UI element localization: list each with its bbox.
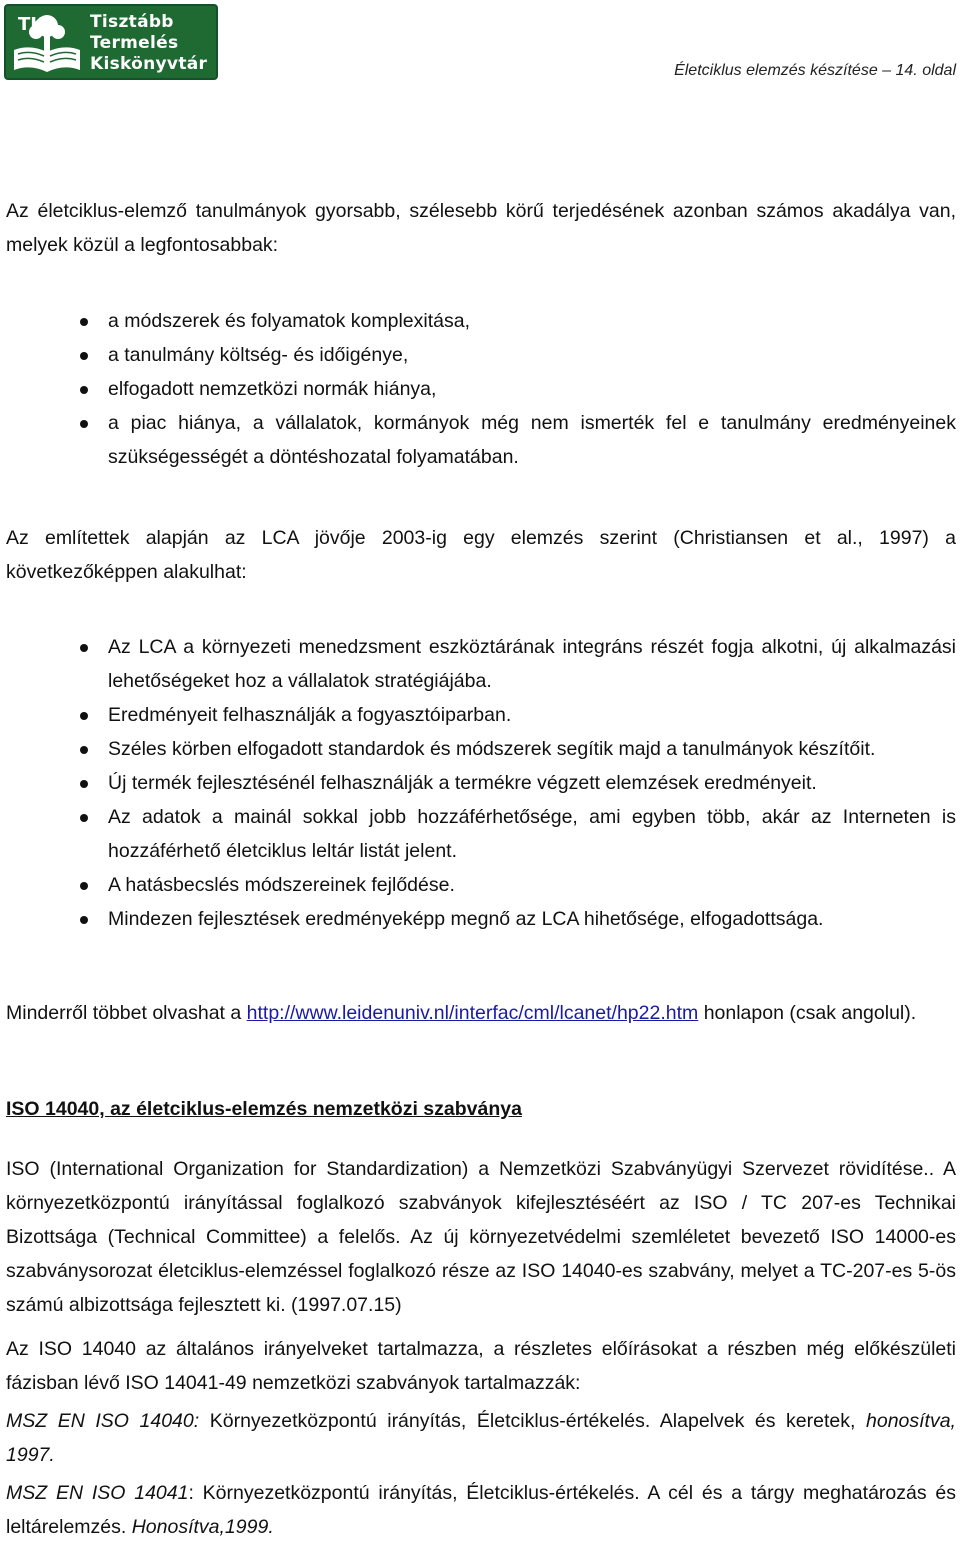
- list-item: A hatásbecslés módszereinek fejlődése.: [0, 868, 956, 902]
- obstacles-list: [0, 304, 956, 474]
- list-item: Eredményeit felhasználják a fogyasztóiparban.: [0, 698, 956, 732]
- iso14040-paragraph: Az ISO 14040 az általános irányelveket tartalmazza, a részletes előírásokat a részben még előkészületi fázisban lévő ISO 14041-49 nemzetközi szabványok tartalmazzák:: [6, 1338, 956, 1394]
- page-title: Életciklus elemzés készítése – 14. oldal: [674, 62, 956, 79]
- list-item: Az LCA a környezeti menedzsment eszköztárának integráns részét fogja alkotni, új alkalmazási lehetőségeket hoz a vállalatok stratégiájába.: [0, 630, 956, 698]
- future-list: [0, 630, 956, 936]
- standard-entry: [6, 1404, 956, 1472]
- intro-paragraph: Az életciklus-elemző tanulmányok gyorsabb, szélesebb körű terjedésének azonban számos akadálya van, melyek közül a legfontosabbak:: [6, 200, 956, 256]
- leiden-lcanet-link[interactable]: http://www.leidenuniv.nl/interfac/cml/lcanet/hp22.htm: [246, 1002, 699, 1024]
- list-item: a tanulmány költség- és időigénye,: [0, 338, 956, 372]
- standard-note: Honosítva,1999.: [131, 1516, 274, 1538]
- list-item: Széles körben elfogadott standardok és módszerek segítik majd a tanulmányok készítőit.: [0, 732, 956, 766]
- iso-paragraph: ISO (International Organization for Standardization) a Nemzetközi Szabványügyi Szervezet rövidítése.. A környezetközpontú irányítással foglalkozó szabványok kifejlesztéséért az ISO / TC 207-es Technikai Bizottsága (Technical Committee) a felelős. Az új környezetvédelmi szemléletet bevezető ISO 14000-es szabványsorozat életciklus-elemzéssel foglalkozó része az ISO 14040-es szabvány, melyet a TC-207-es 5-ös számú albizottsága fejlesztett ki. (1997.07.15): [6, 1158, 956, 1316]
- list-item: a módszerek és folyamatok komplexitása,: [0, 304, 956, 338]
- logo-line-1: Tisztább: [90, 12, 174, 32]
- logo-line-3: Kiskönyvtár: [90, 54, 208, 74]
- standard-code: MSZ EN ISO 14040:: [6, 1410, 200, 1432]
- standard-code: MSZ EN ISO 14041: [6, 1482, 189, 1504]
- book-tree-icon: [10, 10, 86, 76]
- standard-title: : Környezetközpontú irányítás, Életciklus-értékelés. A cél és a tárgy meghatározás és leltárelemzés.: [6, 1482, 956, 1538]
- list-item: a piac hiánya, a vállalatok, kormányok még nem ismerték fel e tanulmány eredményeinek szükségességét a döntéshozatal folyamatában.: [0, 406, 956, 474]
- more-info-prefix: Minderről többet olvashat a: [6, 1002, 242, 1024]
- page-header: [0, 0, 960, 90]
- iso-section-heading: ISO 14040, az életciklus-elemzés nemzetközi szabványa: [6, 1098, 522, 1120]
- logo-line-2: Termelés: [90, 33, 179, 53]
- logo-wordmark: [90, 12, 207, 75]
- list-item: Új termék fejlesztésénél felhasználják a termékre végzett elemzések eredményeit.: [0, 766, 956, 800]
- logo-monogram: TK: [18, 14, 45, 35]
- list-item: Mindezen fejlesztések eredményeképp megnő az LCA hihetősége, elfogadottsága.: [0, 902, 956, 936]
- list-item: Az adatok a mainál sokkal jobb hozzáférhetősége, ami egyben több, akár az Interneten is hozzáférhető életciklus leltár listát jelent.: [0, 800, 956, 868]
- publisher-logo: [4, 4, 218, 80]
- standard-entry: [6, 1476, 956, 1544]
- more-info-paragraph: [6, 996, 956, 1030]
- future-intro-paragraph: Az említettek alapján az LCA jövője 2003-ig egy elemzés szerint (Christiansen et al., 1997) a következőképpen alakulhat:: [6, 527, 956, 583]
- standard-note: honosítva, 1997.: [6, 1410, 956, 1466]
- standard-title: Környezetközpontú irányítás, Életciklus-értékelés. Alapelvek és keretek,: [209, 1410, 856, 1432]
- list-item: elfogadott nemzetközi normák hiánya,: [0, 372, 956, 406]
- more-info-suffix: honlapon (csak angolul).: [703, 1002, 917, 1024]
